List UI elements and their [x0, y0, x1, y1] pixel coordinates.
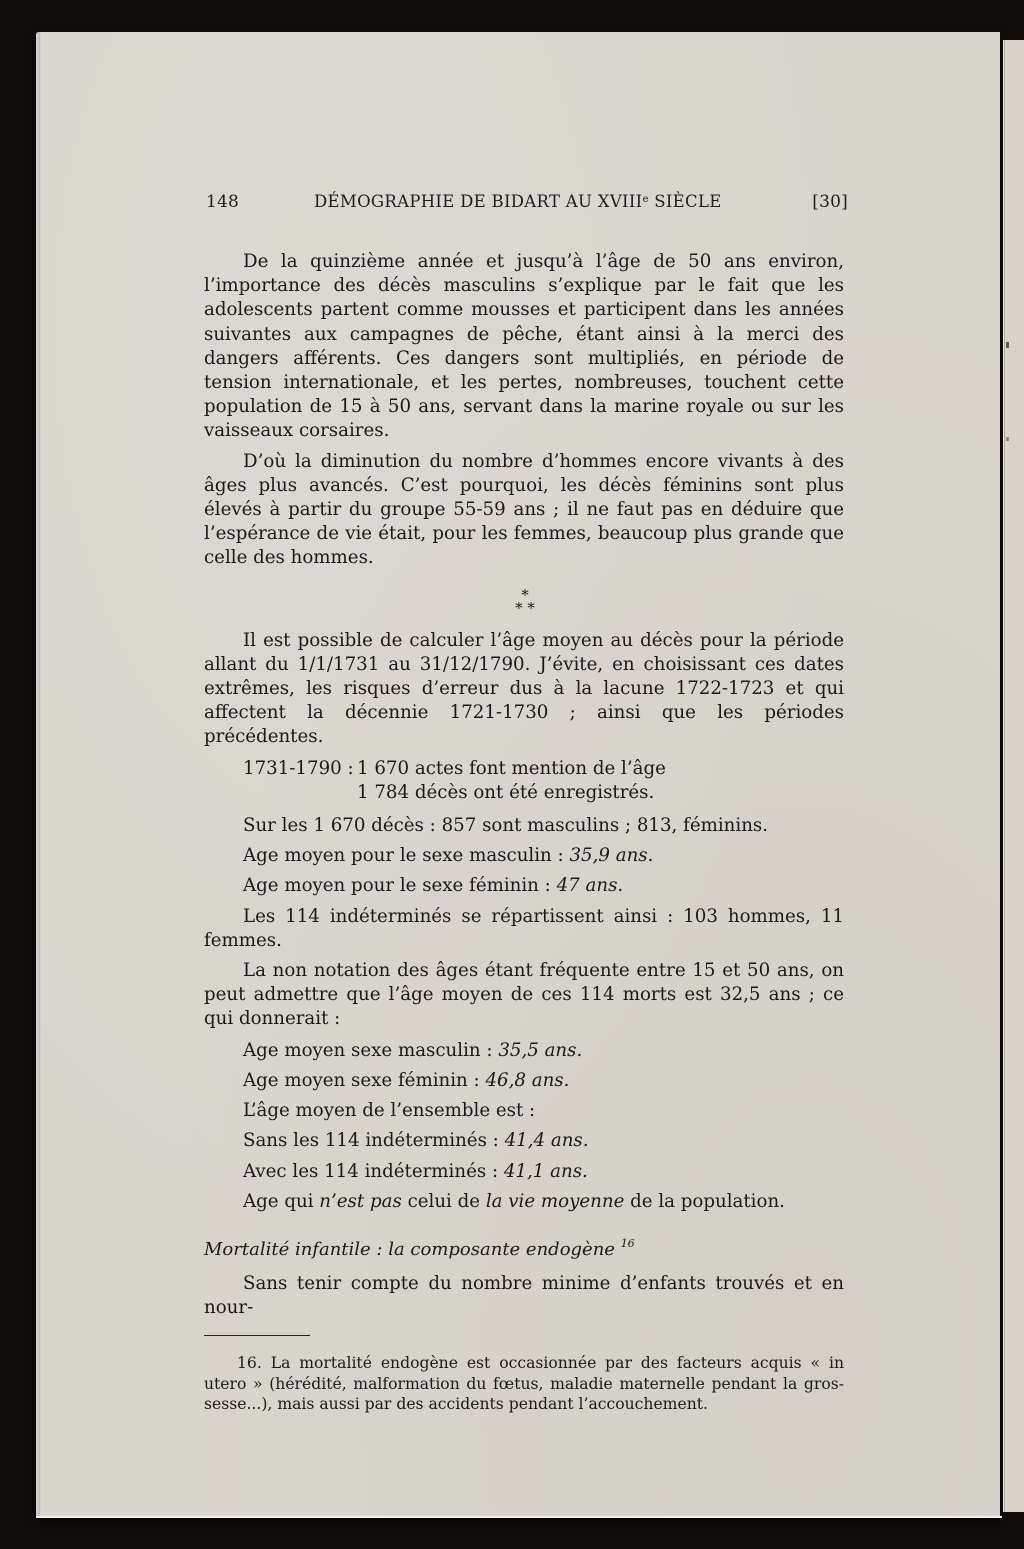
- paragraph: Sans tenir compte du nombre minime d’enfants trouvés et en nour-: [204, 1273, 844, 1319]
- section-number: [30]: [812, 192, 848, 212]
- asterisk-top: *: [521, 585, 529, 604]
- running-head: [206, 192, 848, 218]
- footnote-number: 16.: [237, 1354, 262, 1373]
- overall-age-with: [204, 1160, 844, 1184]
- period-line: [204, 757, 844, 781]
- label: Age moyen pour le sexe masculin :: [243, 845, 570, 867]
- facing-page-mark: [1006, 437, 1009, 441]
- running-title-end: SIÈCLE: [648, 192, 722, 211]
- value: 35,5 ans.: [498, 1039, 583, 1061]
- footnote-text: La mortalité endogène est occasionnée par des facteurs acquis « in utero » (hérédité, malformation du fœtus, maladie maternelle pendant la grossesse...), mais aussi par des accidents pendant l’accouchement.: [204, 1354, 844, 1414]
- paragraph: D’où la diminution du nombre d’hommes encore vivants à des âges plus avancés. C’est pourquoi, les décès féminins sont plus élevés à partir du groupe 55-59 ans ; il ne faut pas en déduire que l’espérance de vie était, pour les femmes, beaucoup plus grande que celle des hommes.: [204, 450, 844, 569]
- adjusted-age-feminine: [204, 1069, 844, 1093]
- label: Avec les 114 indéterminés :: [243, 1160, 504, 1182]
- running-title-text: DÉMOGRAPHIE DE BIDART AU XVIII: [314, 192, 643, 211]
- deaths-breakdown: Sur les 1 670 décès : 857 sont masculins ; 813, féminins.: [243, 815, 769, 837]
- footnote-reference[interactable]: 16: [620, 1236, 635, 1250]
- period-label: 1731-1790 :: [243, 757, 354, 779]
- main-text: [204, 250, 844, 1430]
- period-line-continued: 1 784 décès ont été enregistrés.: [357, 781, 655, 803]
- adjusted-age-masculine: [204, 1039, 844, 1063]
- footnote-rule: [204, 1335, 310, 1337]
- overall-age-intro: L’âge moyen de l’ensemble est :: [243, 1100, 536, 1122]
- paragraph: Les 114 indéterminés se répartissent ainsi : 103 hommes, 11 femmes.: [204, 905, 844, 951]
- running-title: [314, 192, 722, 211]
- running-title-superscript: e: [642, 194, 649, 205]
- section-separator: [204, 585, 844, 617]
- text: Age qui: [243, 1190, 320, 1212]
- page-stack-edge: [36, 32, 44, 1518]
- label: Sans les 114 indéterminés :: [243, 1130, 505, 1152]
- page-number: 148: [206, 192, 240, 212]
- conclusion-line: [204, 1190, 844, 1214]
- paragraph: La non notation des âges étant fréquente entre 15 et 50 ans, on peut admettre que l’âge moyen de ces 114 morts est 32,5 ans ; ce qui donnerait :: [204, 960, 844, 1030]
- text: de la population.: [624, 1190, 785, 1212]
- asterisk-bottom: * *: [515, 598, 535, 617]
- value: 41,4 ans.: [504, 1130, 589, 1152]
- emphasis: la vie moyenne: [485, 1190, 625, 1212]
- page-bottom-edge: [36, 1516, 1002, 1518]
- age-masculine: [204, 844, 844, 868]
- section-heading-text: Mortalité infantile : la composante endogène: [204, 1238, 615, 1260]
- value: 41,1 ans.: [503, 1160, 588, 1182]
- facing-page-mark: [1006, 342, 1009, 348]
- label: Age moyen sexe masculin :: [243, 1039, 499, 1061]
- label: Age moyen pour le sexe féminin :: [243, 875, 557, 897]
- footnote: [204, 1353, 844, 1415]
- period-value: 1 670 actes font mention de l’âge: [357, 757, 666, 779]
- label: Age moyen sexe féminin :: [243, 1069, 486, 1091]
- paragraph: De la quinzième année et jusqu’à l’âge de 50 ans environ, l’importance des décès masculins s’explique par le fait que les adolescents partent comme mousses et participent dans les années suivantes aux campagnes de pêche, étant ainsi à la merci des dangers afférents. Ces dangers sont multipliés, en période de tension internationale, et les pertes, nombreuses, touchent cette population de 15 à 50 ans, servant dans la marine royale ou sur les vaisseaux corsaires.: [204, 251, 844, 442]
- value: 47 ans.: [556, 875, 624, 897]
- facing-page-edge: [1003, 40, 1024, 1512]
- emphasis: n’est pas: [319, 1190, 402, 1212]
- age-feminine: [204, 874, 844, 898]
- section-heading: [204, 1232, 844, 1262]
- value: 46,8 ans.: [485, 1069, 570, 1091]
- value: 35,9 ans.: [569, 845, 654, 867]
- text: celui de: [401, 1190, 486, 1212]
- overall-age-without: [204, 1129, 844, 1153]
- paragraph: Il est possible de calculer l’âge moyen au décès pour la période allant du 1/1/1731 au 31/12/1790. J’évite, en choisissant ces dates extrêmes, les risques d’erreur dus à la lacune 1722-1723 et qui affectent la décennie 1721-1730 ; ainsi que les périodes précédentes.: [204, 629, 844, 748]
